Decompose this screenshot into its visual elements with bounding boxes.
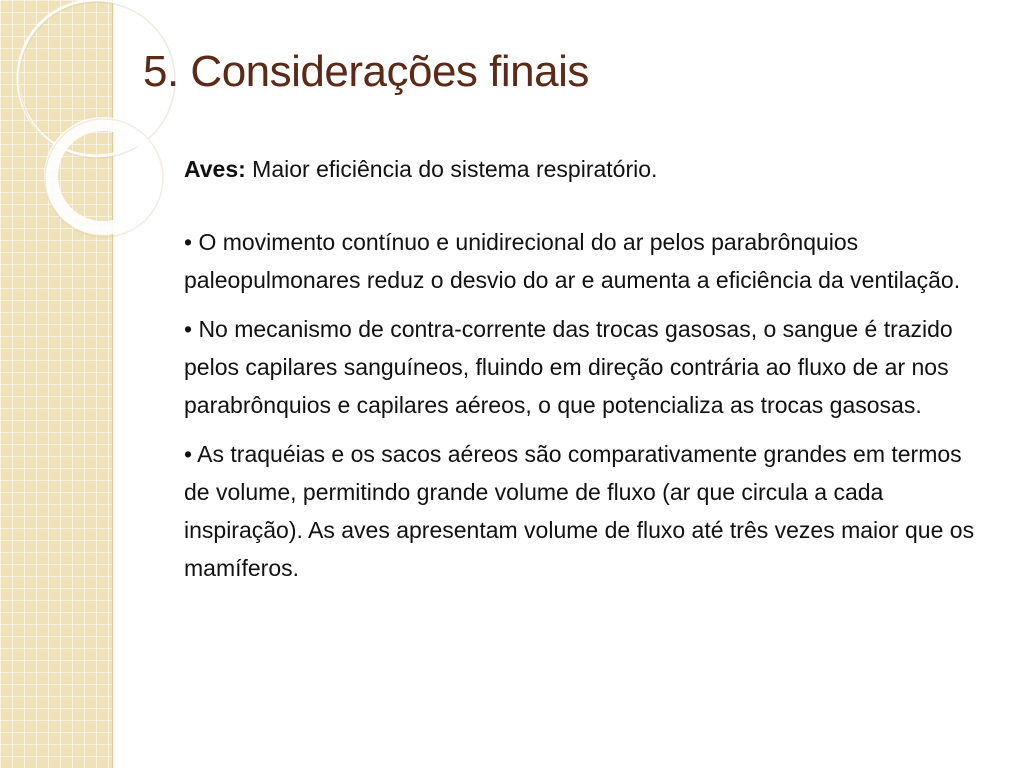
bullet-item: • No mecanismo de contra-corrente das trocas gasosas, o sangue é trazido pelos capilares sanguíneos, fluindo em direção contrária ao fluxo de ar nos parabrônquios e capilares aéreos, o que potencializa as trocas gasosas. bbox=[184, 316, 953, 418]
lead-paragraph bbox=[184, 150, 984, 188]
bullet-item: • As traquéias e os sacos aéreos são comparativamente grandes em termos de volume, permitindo grande volume de fluxo (ar que circula a cada inspiração). As aves apresentam volume de fluxo até três vezes maior que os mamíferos. bbox=[184, 441, 975, 581]
small-ring bbox=[51, 124, 155, 228]
slide-title: 5. Considerações finais bbox=[143, 47, 589, 96]
lead-text: Maior eficiência do sistema respiratório. bbox=[245, 156, 658, 182]
decorative-rings bbox=[0, 0, 180, 260]
lead-label: Aves: bbox=[184, 156, 246, 182]
small-ring-shadow bbox=[45, 119, 163, 237]
slide-body bbox=[184, 150, 984, 598]
bullet-item: • O movimento contínuo e unidirecional do ar pelos parabrônquios paleopulmonares reduz o desvio do ar e aumenta a eficiência da ventilação. bbox=[184, 229, 961, 293]
